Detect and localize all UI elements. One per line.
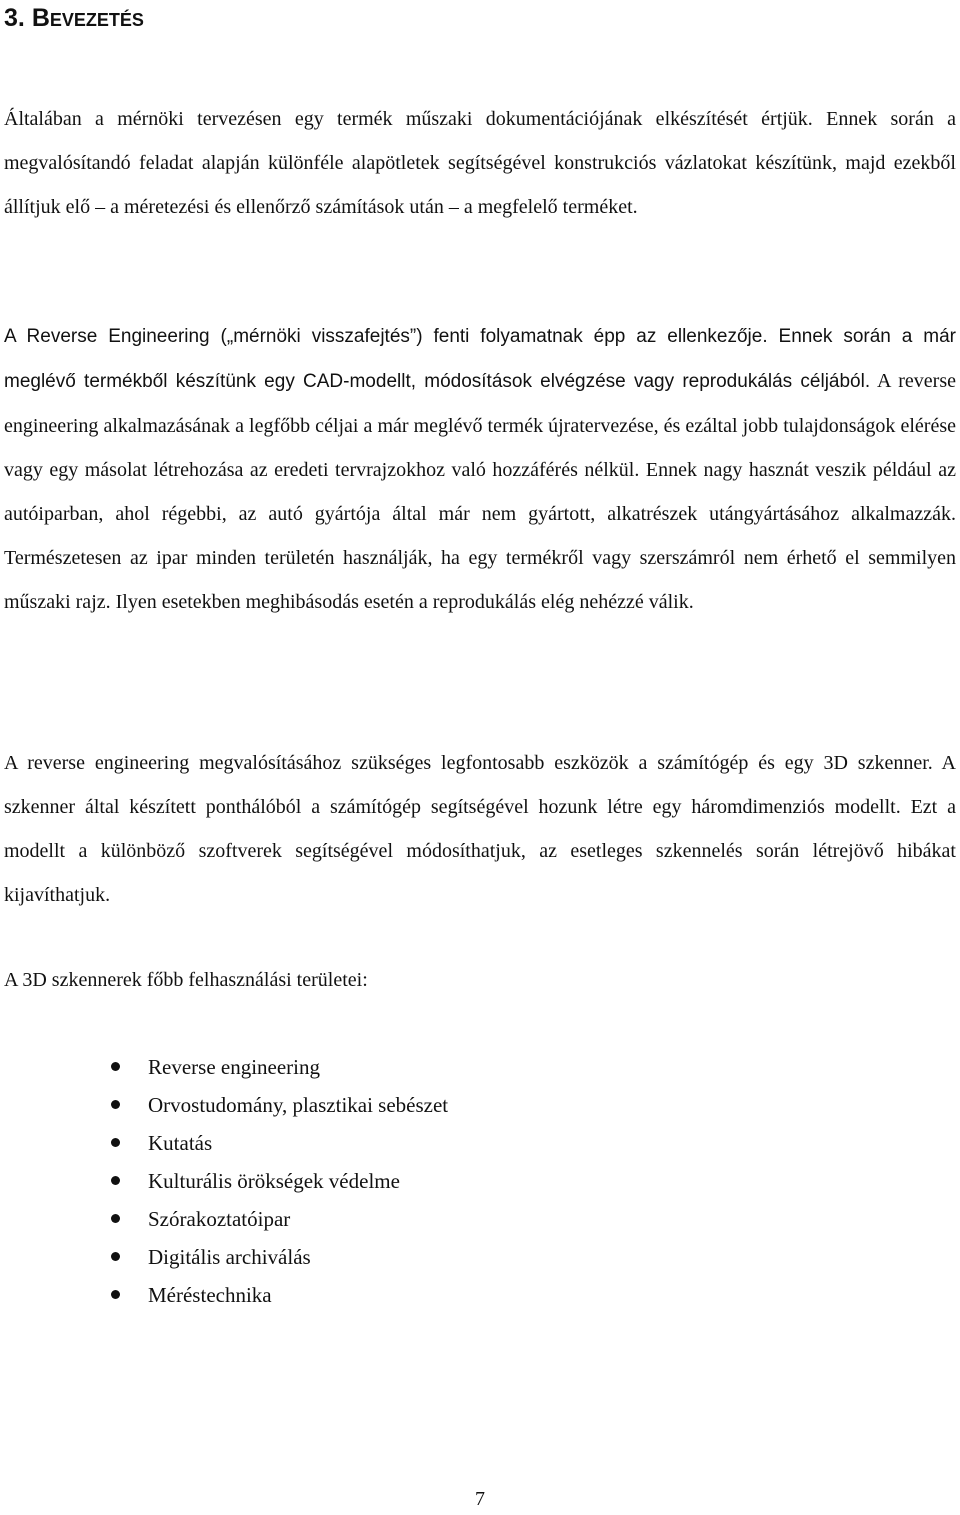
bullet-icon xyxy=(111,1138,120,1147)
list-item-label: Reverse engineering xyxy=(148,1055,321,1079)
page-number: 7 xyxy=(475,1488,485,1510)
application-areas-list xyxy=(0,1048,900,1314)
list-item xyxy=(0,1048,900,1086)
paragraph-intro: Általában a mérnöki tervezésen egy termék műszaki dokumentációjának elkészítését értjük. Ennek során a megvalósítandó feladat alapján különféle alapötletek segítségével konstrukciós vázlatokat készítünk, majd ezekből állítjuk elő – a méretezési és ellenőrző számítások után – a megfelelő terméket. xyxy=(4,108,956,218)
bullet-icon xyxy=(111,1062,120,1071)
section-number: 3. xyxy=(4,4,25,32)
list-item xyxy=(0,1124,900,1162)
list-item-label: Méréstechnika xyxy=(148,1283,272,1307)
list-item-label: Orvostudomány, plasztikai sebészet xyxy=(148,1093,449,1117)
bullet-icon xyxy=(111,1176,120,1185)
paragraph-reverse-engineering-sans-part: A Reverse Engineering („mérnöki visszafejtés”) fenti folyamatnak épp az ellenkezője. Ennek során a már meglévő termékből készítünk egy CAD-modellt, módosítások elvégzése vagy reprodukálás céljából. xyxy=(4,326,956,392)
paragraph-reverse-engineering xyxy=(4,314,956,624)
paragraph-areas-intro: A 3D szkennerek főbb felhasználási területei: xyxy=(4,969,368,991)
paragraph-reverse-engineering-serif-part: A reverse engineering alkalmazásának a legfőbb céljai a már meglévő termék újratervezése, és ezáltal jobb tulajdonságok elérése vagy egy másolat létrehozása az eredeti tervrajzokhoz való hozzáférés nélkül. Ennek nagy hasznát veszik például az autóiparban, ahol régebbi, az autó gyártója által már nem gyártott, alkatrészek utángyártásához alkalmazzák. Természetesen az ipar minden területén használják, ha egy termékről vagy szerszámról nem érhető el semmilyen műszaki rajz. Ilyen esetekben meghibásodás esetén a reprodukálás elég nehézzé válik. xyxy=(4,370,956,613)
bullet-icon xyxy=(111,1100,120,1109)
bullet-icon xyxy=(111,1214,120,1223)
list-item-label: Kulturális örökségek védelme xyxy=(148,1169,400,1193)
section-heading xyxy=(4,0,144,36)
section-title: Bevezetés xyxy=(31,4,144,32)
list-item xyxy=(0,1276,900,1314)
list-item xyxy=(0,1162,900,1200)
list-item xyxy=(0,1238,900,1276)
list-item xyxy=(0,1086,900,1124)
list-item-label: Kutatás xyxy=(148,1131,213,1155)
list-item-label: Digitális archiválás xyxy=(148,1245,311,1269)
list-item-label: Szórakoztatóipar xyxy=(148,1207,291,1231)
bullet-icon xyxy=(111,1290,120,1299)
list-item xyxy=(0,1200,900,1238)
paragraph-tools: A reverse engineering megvalósításához szükséges legfontosabb eszközök a számítógép és egy 3D szkenner. A szkenner által készített ponthálóból a számítógép segítségével hozunk létre egy háromdimenziós modellt. Ezt a modellt a különböző szoftverek segítségével módosíthatjuk, az esetleges szkennelés során létrejövő hibákat kijavíthatjuk. xyxy=(4,752,956,906)
bullet-icon xyxy=(111,1252,120,1261)
